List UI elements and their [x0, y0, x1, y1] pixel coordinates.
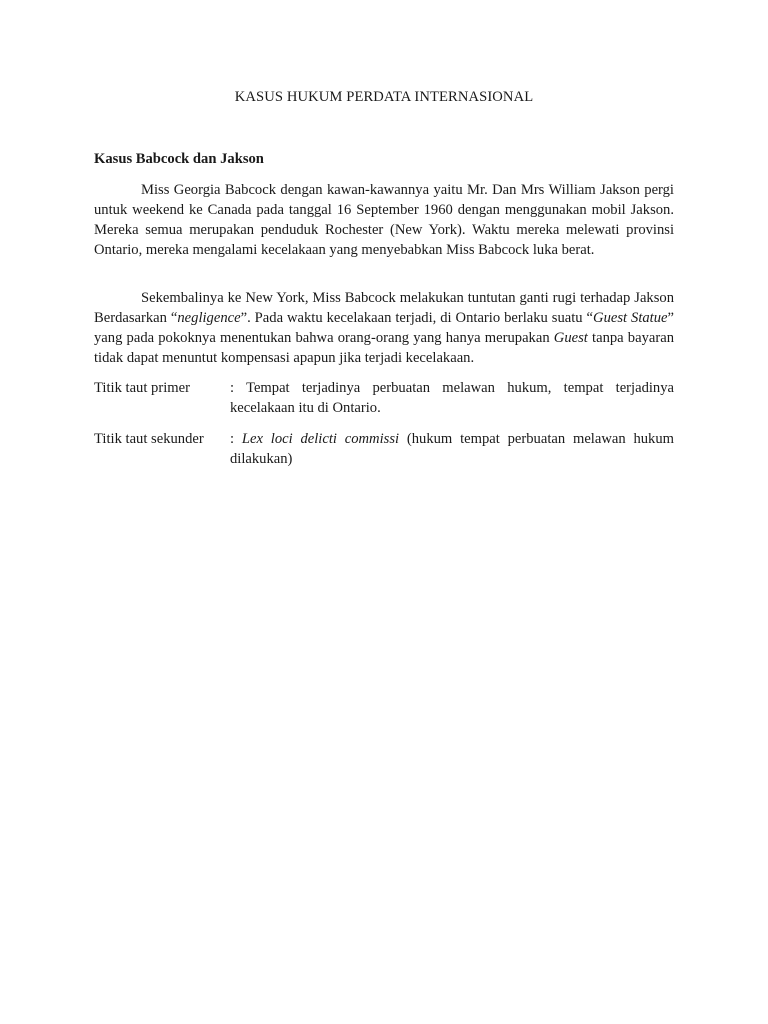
- definition-text: (hukum tempat perbuatan melawan hukum dilakukan): [230, 431, 674, 467]
- definition-prefix: :: [230, 380, 247, 396]
- paragraph-2: [94, 288, 674, 368]
- definition-term: Titik taut primer: [94, 380, 190, 396]
- paragraph-2-text-1: Sekembalinya ke New York, Miss Babcock melakukan tuntutan ganti rugi terhadap Jakson Berdasarkan “: [94, 290, 674, 326]
- document-title: KASUS HUKUM PERDATA INTERNASIONAL: [234, 89, 534, 105]
- definition-text: Tempat terjadinya perbuatan melawan hukum, tempat terjadinya kecelakaan itu di Ontario.: [230, 380, 674, 416]
- case-heading: Kasus Babcock dan Jakson: [94, 151, 264, 167]
- paragraph-2-italic-2: Guest Statue: [593, 310, 668, 326]
- definition-body: [230, 378, 674, 418]
- definition-italic: Lex loci delicti commissi: [241, 431, 400, 447]
- paragraph-2-italic-3: Guest: [553, 330, 588, 346]
- definition-row-secondary: [94, 429, 674, 469]
- definition-prefix: :: [230, 431, 242, 447]
- paragraph-2-italic-1: negligence: [177, 310, 241, 326]
- definition-row-primary: [94, 378, 674, 418]
- paragraph-2-text-2: ”. Pada waktu kecelakaan terjadi, di Ontario berlaku suatu “: [240, 310, 594, 326]
- definition-term: Titik taut sekunder: [94, 431, 204, 447]
- paragraph-1: Miss Georgia Babcock dengan kawan-kawannya yaitu Mr. Dan Mrs William Jakson pergi untuk weekend ke Canada pada tanggal 16 September 1960 dengan menggunakan mobil Jakson. Mereka semua merupakan penduduk Rochester (New York). Waktu mereka melewati provinsi Ontario, mereka mengalami kecelakaan yang menyebabkan Miss Babcock luka berat.: [94, 182, 674, 258]
- paragraph-2-text-3: ” yang pada pokoknya menentukan bahwa orang-orang yang hanya merupakan: [94, 310, 674, 346]
- paragraph-2-text-4: tanpa bayaran tidak dapat menuntut kompensasi apapun jika terjadi kecelakaan.: [94, 330, 674, 366]
- definition-body: [230, 429, 674, 469]
